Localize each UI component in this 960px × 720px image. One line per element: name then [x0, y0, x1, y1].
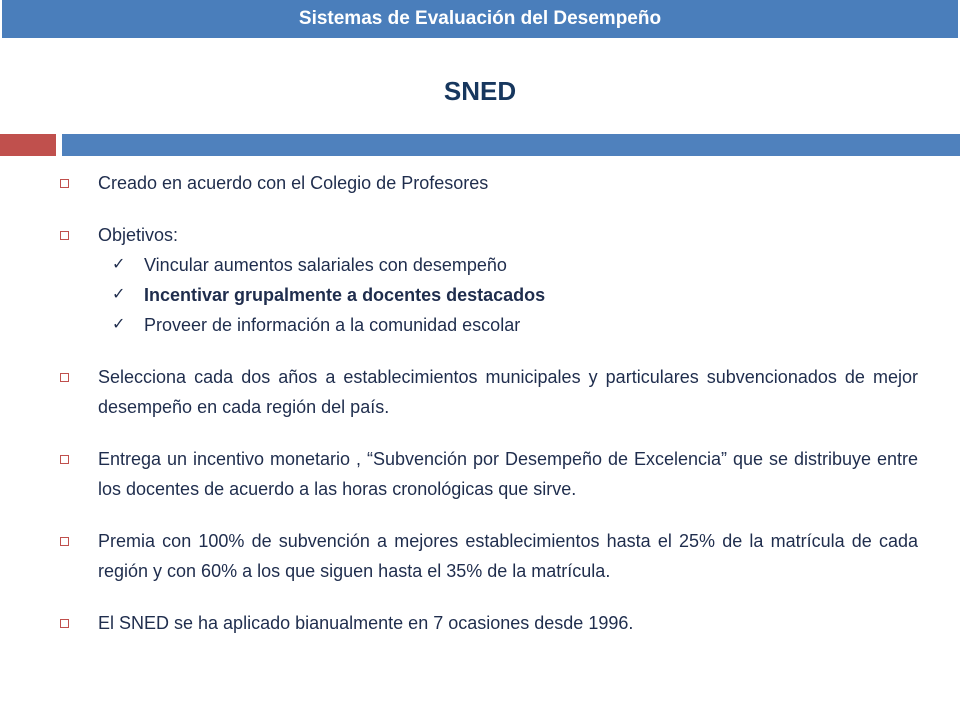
checkmark-icon: ✓	[112, 316, 126, 333]
list-item	[60, 608, 918, 638]
list-item	[60, 526, 918, 586]
bullet-text: Selecciona cada dos años a establecimientos municipales y particulares subvencionados de mejor desempeño en cada región del país.	[98, 367, 918, 417]
objectives-list	[60, 250, 918, 340]
square-bullet-icon	[60, 619, 69, 628]
square-bullet-icon	[60, 455, 69, 464]
square-bullet-icon	[60, 179, 69, 188]
list-item	[60, 220, 918, 250]
bullet-text: Entrega un incentivo monetario , “Subvención por Desempeño de Excelencia” que se distribuye entre los docentes de acuerdo a las horas cronológicas que sirve.	[98, 449, 918, 499]
header-title: Sistemas de Evaluación del Desempeño	[298, 8, 662, 29]
sub-list-item	[60, 280, 918, 310]
sub-list-item	[60, 250, 918, 280]
accent-bar-red	[0, 134, 56, 156]
square-bullet-icon	[60, 231, 69, 240]
list-item	[60, 168, 918, 198]
sub-bullet-text: Incentivar grupalmente a docentes destacados	[144, 285, 546, 305]
header-bar	[2, 0, 958, 38]
list-item	[60, 362, 918, 422]
bullet-text: El SNED se ha aplicado bianualmente en 7 ocasiones desde 1996.	[98, 613, 634, 633]
checkmark-icon: ✓	[112, 256, 126, 273]
square-bullet-icon	[60, 373, 69, 382]
bullet-list	[60, 168, 918, 660]
sub-list-item	[60, 310, 918, 340]
sub-bullet-text: Vincular aumentos salariales con desempeño	[144, 255, 507, 275]
square-bullet-icon	[60, 537, 69, 546]
sub-bullet-text: Proveer de información a la comunidad escolar	[144, 315, 521, 335]
list-item	[60, 444, 918, 504]
bullet-text: Creado en acuerdo con el Colegio de Profesores	[98, 173, 489, 193]
bullet-text: Objetivos:	[98, 225, 179, 245]
accent-bar-blue	[62, 134, 960, 156]
checkmark-icon: ✓	[112, 286, 126, 303]
bullet-text: Premia con 100% de subvención a mejores establecimientos hasta el 25% de la matrícula de cada región y con 60% a los que siguen hasta el 35% de la matrícula.	[98, 531, 918, 581]
slide-title: SNED	[443, 76, 517, 106]
